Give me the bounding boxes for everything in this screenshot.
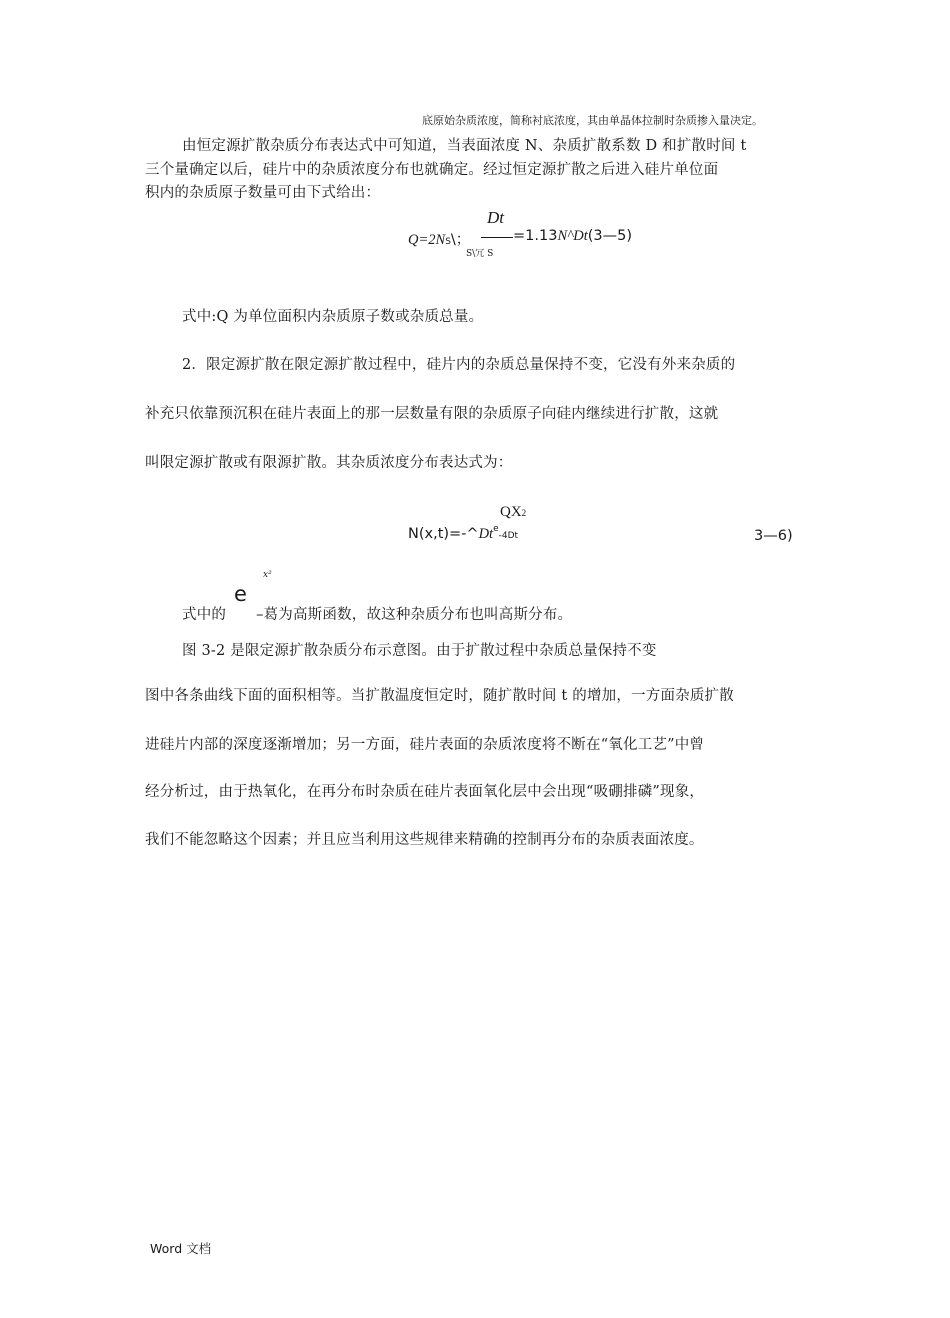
paragraph-1-line-3: 积内的杂质原子数量可由下式给出： bbox=[145, 185, 381, 201]
paragraph-1-line-1: 由恒定源扩散杂质分布表达式中可知道，当表面浓度 N、杂质扩散系数 D 和扩散时间 t bbox=[182, 138, 747, 154]
equation-1-fraction-line bbox=[481, 237, 513, 238]
paragraph-5-line-4: 经分析过，由于热氧化，在再分布时杂质在硅片表面氧化层中会出现“吸硼排磷”现象， bbox=[145, 784, 705, 800]
paragraph-5-line-1: 图 3-2 是限定源扩散杂质分布示意图。由于扩散过程中杂质总量保持不变 bbox=[182, 643, 657, 659]
paragraph-3-line-3: 叫限定源扩散或有限源扩散。其杂质浓度分布表达式为： bbox=[145, 455, 513, 471]
gaussian-exponent: x² bbox=[263, 570, 272, 580]
gaussian-e: e bbox=[234, 582, 247, 606]
paragraph-4-suffix: –葛为高斯函数，故这种杂质分布也叫高斯分布。 bbox=[256, 607, 573, 623]
equation-2-body: $N(x,t)=-\^{}Dt^e-4Dt$ bbox=[408, 524, 519, 542]
paragraph-5-line-2: 图中各条曲线下面的面积相等。当扩散温度恒定时，随扩散时间 t 的增加，一方面杂质扩散 bbox=[145, 688, 734, 704]
paragraph-4 bbox=[182, 603, 572, 624]
paragraph-3-line-1: 2．限定源扩散在限定源扩散过程中，硅片内的杂质总量保持不变，它没有外来杂质的 bbox=[182, 357, 736, 373]
equation-2-number: 3—6) bbox=[754, 528, 793, 544]
paragraph-4-prefix: 式中的 bbox=[182, 607, 227, 623]
equation-2-numerator: QX2 bbox=[500, 504, 527, 520]
header-note: 底原始杂质浓度，简称衬底浓度，其由单晶体拉制时杂质掺入量决定。 bbox=[422, 114, 763, 127]
equation-1-rhs: =1.13N^Dt(3—5) bbox=[513, 228, 632, 244]
footer-label: Word 文档 bbox=[150, 1241, 212, 1256]
paragraph-5-line-5: 我们不能忽略这个因素；并且应当利用这些规律来精确的控制再分布的杂质表面浓度。 bbox=[145, 832, 704, 848]
paragraph-2: 式中:Q 为单位面积内杂质原子数或杂质总量。 bbox=[182, 309, 484, 325]
paragraph-1-line-2: 三个量确定以后，硅片中的杂质浓度分布也就确定。经过恒定源扩散之后进入硅片单位面 bbox=[145, 162, 719, 178]
equation-1-denominator: S\冗 S bbox=[466, 249, 494, 259]
equation-1-lhs: Q=2NS\； bbox=[408, 232, 471, 248]
paragraph-3-line-2: 补充只依靠预沉积在硅片表面上的那一层数量有限的杂质原子向硅内继续进行扩散，这就 bbox=[145, 406, 719, 422]
equation-1-numerator: Dt bbox=[487, 208, 504, 227]
paragraph-5-line-3: 进硅片内部的深度逐渐增加；另一方面，硅片表面的杂质浓度将不断在“氧化工艺”中曾 bbox=[145, 737, 705, 753]
